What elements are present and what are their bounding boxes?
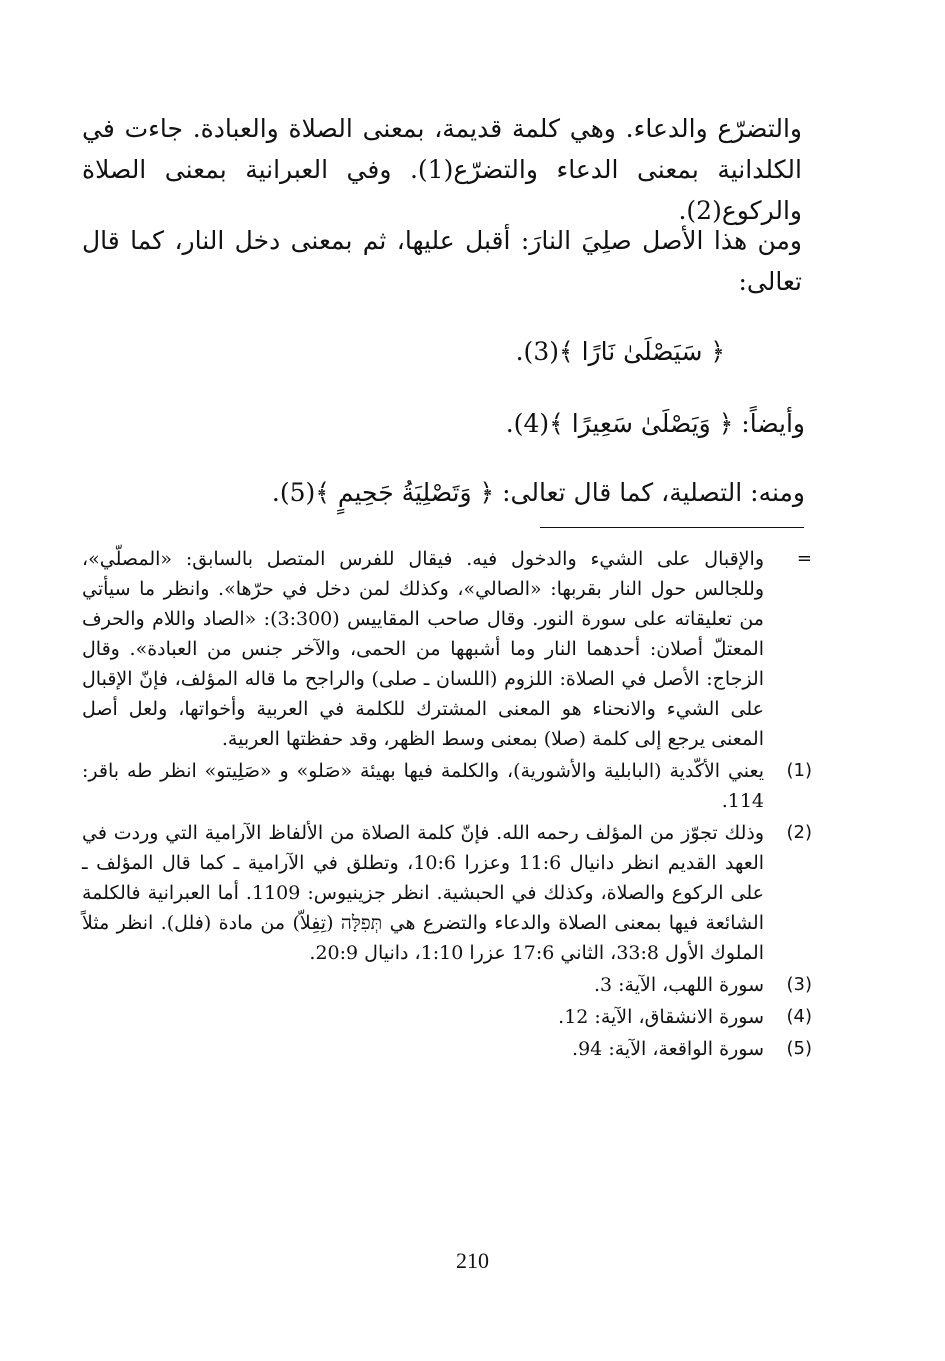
page-number: 210 [456,1248,489,1273]
footnote-2 [82,818,812,968]
footnote-continuation [82,544,812,754]
footnote-number: (3) [786,974,812,995]
footnote-separator [540,527,804,528]
footnote-number: (1) [786,760,812,781]
footnote-3 [82,970,812,1000]
footnote-1 [82,756,812,816]
footnote-number: (2) [786,822,812,843]
footnote-text: وذلك تجوّز من المؤلف رحمه الله. فإنّ كلمة الصلاة من الألفاظ الآرامية التي وردت في العهد القديم انظر دانيال 11:6 وعزرا 10:6، وتطلق في الآرامية ـ كما قال المؤلف ـ على الركوع والصلاة، وكذلك في الحبشية. انظر جزينيوس: 1109. أما العبرانية فالكلمة الشائعة فيها بمعنى الصلاة والدعاء والتضرع هي תְּפִלָּה (تِفِلاّ) من مادة (فلل). انظر مثلاً الملوك الأول 33:8، الثاني 17:6 عزرا 1:10، دانيال 20:9. [82,822,765,964]
footnote-5 [82,1034,812,1064]
footnote-text: سورة اللهب، الآية: 3. [593,974,764,996]
footnotes-section [82,544,812,1066]
footnote-4 [82,1002,812,1032]
footnote-marker: = [796,548,812,569]
footnote-number: (4) [786,1006,812,1027]
quran-verse-3: ومنه: التصلية، كما قال تعالى: ﴿ وَتَصْلِيَةُ جَحِيمٍ ﴾(5). [271,478,805,507]
quran-verse-1: ﴿ سَيَصْلَىٰ نَارًا ﴾(3). [515,337,725,366]
quran-verse-2: وأيضاً: ﴿ وَيَصْلَىٰ سَعِيرًا ﴾(4). [505,409,805,438]
body-paragraph-1: والتضرّع والدعاء. وهي كلمة قديمة، بمعنى الصلاة والعبادة. جاءت في الكلدانية بمعنى الدعاء والتضرّع(1). وفي العبرانية بمعنى الصلاة والركوع(2). [82,114,802,225]
footnote-text: سورة الواقعة، الآية: 94. [572,1038,764,1060]
footnote-number: (5) [786,1038,812,1059]
footnote-text: والإقبال على الشيء والدخول فيه. فيقال للفرس المتصل بالسابق: «المصلّي»، وللجالس حول النار بقربها: «الصالي»، وكذلك لمن دخل في حرّها». وانظر ما سيأتي من تعليقاته على سورة النور. وقال صاحب المقاييس (3:300): «الصاد واللام والحرف المعتلّ أصلان: أحدهما النار وما أشبهها من الحمى، والآخر جنس من العبادة». وقال الزجاج: الأصل في الصلاة: اللزوم (اللسان ـ صلى) والراجح ما قاله المؤلف، فإنّ الإقبال على الشيء والانحناء هو المعنى المشترك للكلمة في العربية وأخواتها، ولعل أصل المعنى يرجع إلى كلمة (صلا) بمعنى وسط الظهر، وقد حفظتها العربية. [82,548,764,750]
footnote-text: يعني الأكّدية (البابلية والأشورية)، والكلمة فيها بهيئة «صَلو» و «صَلِيتو» انظر طه باقر: 114. [82,760,764,812]
body-paragraph-2: ومن هذا الأصل صلِيَ النارَ: أقبل عليها، ثم بمعنى دخل النار، كما قال تعالى: [82,226,802,296]
footnote-text: سورة الانشقاق، الآية: 12. [558,1006,764,1028]
